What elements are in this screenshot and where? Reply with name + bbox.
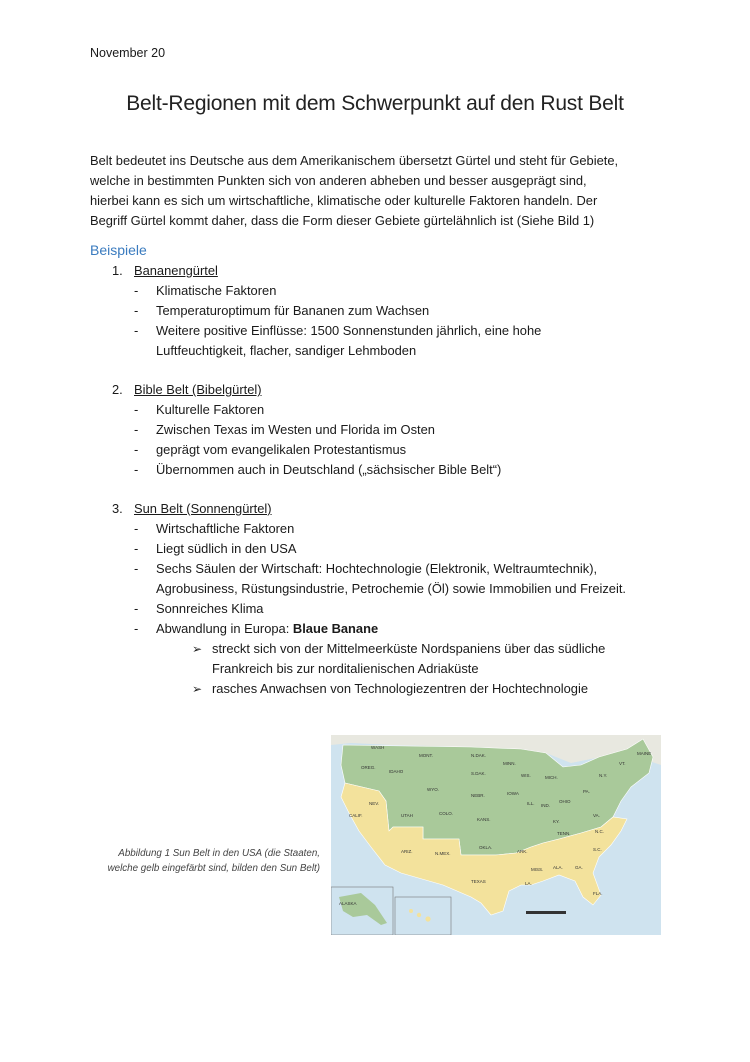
state-label: ALA. (553, 865, 563, 870)
state-label: ILL. (527, 801, 535, 806)
bullet-list (112, 281, 541, 361)
state-label: N.DAK. (471, 753, 487, 758)
hawaii-island (417, 913, 421, 917)
state-label: WIS. (521, 773, 531, 778)
state-label: N.MEX. (435, 851, 451, 856)
state-label: MICH. (545, 775, 558, 780)
bullet-list (112, 400, 501, 480)
list-item: - Kulturelle Faktoren (112, 400, 501, 420)
section-number: 3. (112, 501, 123, 516)
state-label: ARIZ. (401, 849, 413, 854)
hawaii-inset (395, 897, 451, 935)
section-bananenguertel (112, 261, 541, 361)
state-label: NEBR. (471, 793, 485, 798)
state-label: KANS. (477, 817, 491, 822)
state-label: S.DAK. (471, 771, 486, 776)
state-label: PA. (583, 789, 590, 794)
caption-line: Abbildung 1 Sun Belt in den USA (die Staaten, (118, 848, 320, 859)
bullet-list (112, 519, 626, 639)
scale-bar (526, 911, 566, 914)
state-label: WASH (371, 745, 385, 750)
state-label: TENN. (557, 831, 571, 836)
intro-paragraph (90, 151, 670, 231)
list-item: - Zwischen Texas im Westen und Florida im Osten (112, 420, 501, 440)
state-label: VT. (619, 761, 626, 766)
section-sun-belt (112, 499, 626, 699)
state-label: FLA. (593, 891, 603, 896)
list-item: - Wirtschaftliche Faktoren (112, 519, 626, 539)
state-label: WYO. (427, 787, 439, 792)
state-label: N.Y. (599, 773, 608, 778)
state-label: VA. (593, 813, 600, 818)
section-title: Sun Belt (Sonnengürtel) (134, 501, 272, 516)
sub-list-item: ➢ rasches Anwachsen von Technologiezentren der Hochtechnologie (112, 679, 626, 699)
intro-line: hierbei kann es sich um wirtschaftliche, klimatische oder kulturelle Faktoren handeln. Der (90, 193, 598, 208)
intro-line: Belt bedeutet ins Deutsche aus dem Amerikanischem übersetzt Gürtel und steht für Gebiete, (90, 153, 619, 168)
state-label: S.C. (593, 847, 602, 852)
page-title: Belt-Regionen mit dem Schwerpunkt auf den Rust Belt (126, 92, 624, 115)
section-number: 2. (112, 382, 123, 397)
state-label: IDAHO (389, 769, 404, 774)
date-header: November 20 (90, 46, 166, 60)
state-label: OKLA. (479, 845, 493, 850)
state-label: MONT. (419, 753, 433, 758)
section-title: Bible Belt (Bibelgürtel) (134, 382, 262, 397)
state-label: ALASKA (339, 901, 357, 906)
blaue-banane-label: Blaue Banane (292, 621, 379, 636)
list-item: - Klimatische Faktoren (112, 281, 541, 301)
state-label: MINN. (503, 761, 516, 766)
state-label: IND. (541, 803, 550, 808)
state-label: MAINE (637, 751, 652, 756)
figure-caption (88, 846, 320, 876)
state-label: CALIF. (349, 813, 363, 818)
state-label: TEXAS (471, 879, 486, 884)
state-label: COLO. (439, 811, 454, 816)
caption-line: welche gelb eingefärbt sind, bilden den Sun Belt) (107, 863, 320, 874)
sub-bullet-list (112, 639, 626, 699)
intro-line: Begriff Gürtel kommt daher, dass die Form dieser Gebiete gürtelähnlich ist (Siehe Bild 1) (90, 213, 595, 228)
section-title: Bananengürtel (134, 263, 218, 278)
section-number: 1. (112, 263, 123, 278)
section-title-row (112, 499, 626, 519)
section-bible-belt (112, 380, 501, 480)
state-label: UTAH (401, 813, 413, 818)
state-label: NEV. (369, 801, 380, 806)
hawaii-island (409, 909, 413, 913)
state-label: MISS. (531, 867, 544, 872)
intro-line: welche in bestimmten Punkten sich von anderen abheben und besser ausgeprägt sind, (90, 173, 587, 188)
list-item: - Temperaturoptimum für Bananen zum Wachsen (112, 301, 541, 321)
list-item: - Abwandlung in Europa: Blaue Banane (112, 619, 626, 639)
section-title-row (112, 261, 541, 281)
state-label: OREG. (361, 765, 376, 770)
list-item: - Sonnreiches Klima (112, 599, 626, 619)
state-label: LA. (525, 881, 532, 886)
state-label: N.C. (595, 829, 604, 834)
section-heading: Beispiele (90, 242, 147, 258)
state-label: ARK. (517, 849, 528, 854)
sub-list-item: ➢ streckt sich von der Mittelmeerküste Nordspaniens über das südliche Frankreich bis zur norditalienischen Adriaküste (112, 639, 626, 679)
section-title-row (112, 380, 501, 400)
state-label: IOWA (507, 791, 519, 796)
state-label: KY. (553, 819, 560, 824)
list-item: - geprägt vom evangelikalen Protestantismus (112, 440, 501, 460)
usa-map (331, 735, 661, 935)
list-item: - Übernommen auch in Deutschland („sächsischer Bible Belt“) (112, 460, 501, 480)
list-item: - Liegt südlich in den USA (112, 539, 626, 559)
list-item: - Weitere positive Einflüsse: 1500 Sonnenstunden jährlich, eine hohe Luftfeuchtigkeit, flacher, sandiger Lehmboden (112, 321, 541, 361)
hawaii-island (425, 916, 430, 921)
sun-belt-map-image (331, 735, 661, 935)
list-item: - Sechs Säulen der Wirtschaft: Hochtechnologie (Elektronik, Weltraumtechnik), Agrobusiness, Rüstungsindustrie, Petrochemie (Öl) sowie Immobilien und Freizeit. (112, 559, 626, 599)
state-label: GA. (575, 865, 583, 870)
state-label: OHIO (559, 799, 571, 804)
